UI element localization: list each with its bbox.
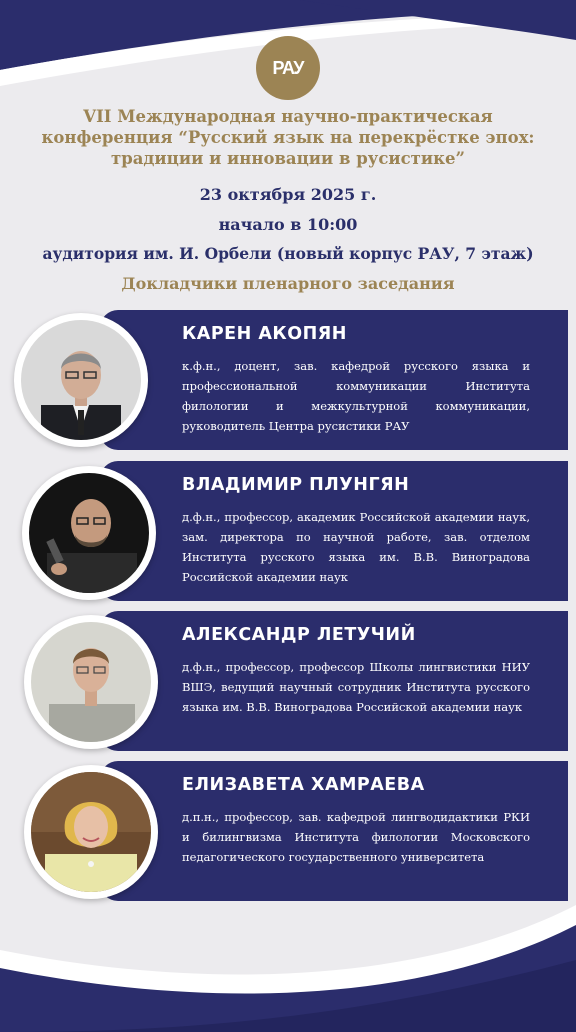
speaker-photo-1 (14, 313, 148, 447)
speaker-card-1 (100, 310, 568, 450)
speaker-description: к.ф.н., доцент, зав. кафедрой русского языка и профессиональной коммуникации Института филологии и межкультурной коммуникации, руководитель Центра русистики РАУ (182, 359, 530, 433)
speaker-photo-3 (24, 615, 158, 749)
speaker-card-2 (100, 461, 568, 601)
conference-date: 23 октября 2025 г. (199, 185, 377, 204)
logo-text: РАУ (272, 57, 304, 78)
conference-venue: аудитория им. И. Орбели (новый корпус РАУ, 7 этаж) (42, 244, 534, 263)
speaker-description: д.ф.н., профессор, академик Российской академии наук, зам. директора по научной работе, зав. отделом Института русского языка им. В.В. Виноградова Российской академии наук (182, 510, 530, 584)
speaker-description: д.п.н., профессор, зав. кафедрой лингводидактики РКИ и билингвизма Института филологии Московского педагогического государственного университета (182, 810, 530, 864)
speaker-card-3 (100, 611, 568, 751)
speaker-name: ВЛАДИМИР ПЛУНГЯН (182, 475, 410, 495)
speaker-name: АЛЕКСАНДР ЛЕТУЧИЙ (182, 625, 416, 645)
speaker-name: ЕЛИЗАВЕТА ХАМРАЕВА (182, 775, 425, 795)
rau-logo (256, 36, 320, 100)
speaker-photo-2 (22, 466, 156, 600)
title-line-1: VII Международная научно-практическая (83, 107, 493, 126)
title-line-2: конференция “Русский язык на перекрёстке эпох: (41, 128, 535, 147)
speaker-name: КАРЕН АКОПЯН (182, 324, 347, 344)
section-title: Докладчики пленарного заседания (121, 274, 455, 293)
speaker-card-4 (100, 761, 568, 901)
conference-title (30, 106, 546, 169)
title-line-3: традиции и инновации в русистике” (110, 149, 466, 168)
conference-start-time: начало в 10:00 (218, 215, 358, 234)
speaker-photo-4 (24, 765, 158, 899)
speaker-description: д.ф.н., профессор, профессор Школы лингвистики НИУ ВШЭ, ведущий научный сотрудник Института русского языка им. В.В. Виноградова Российской академии наук (182, 660, 530, 714)
